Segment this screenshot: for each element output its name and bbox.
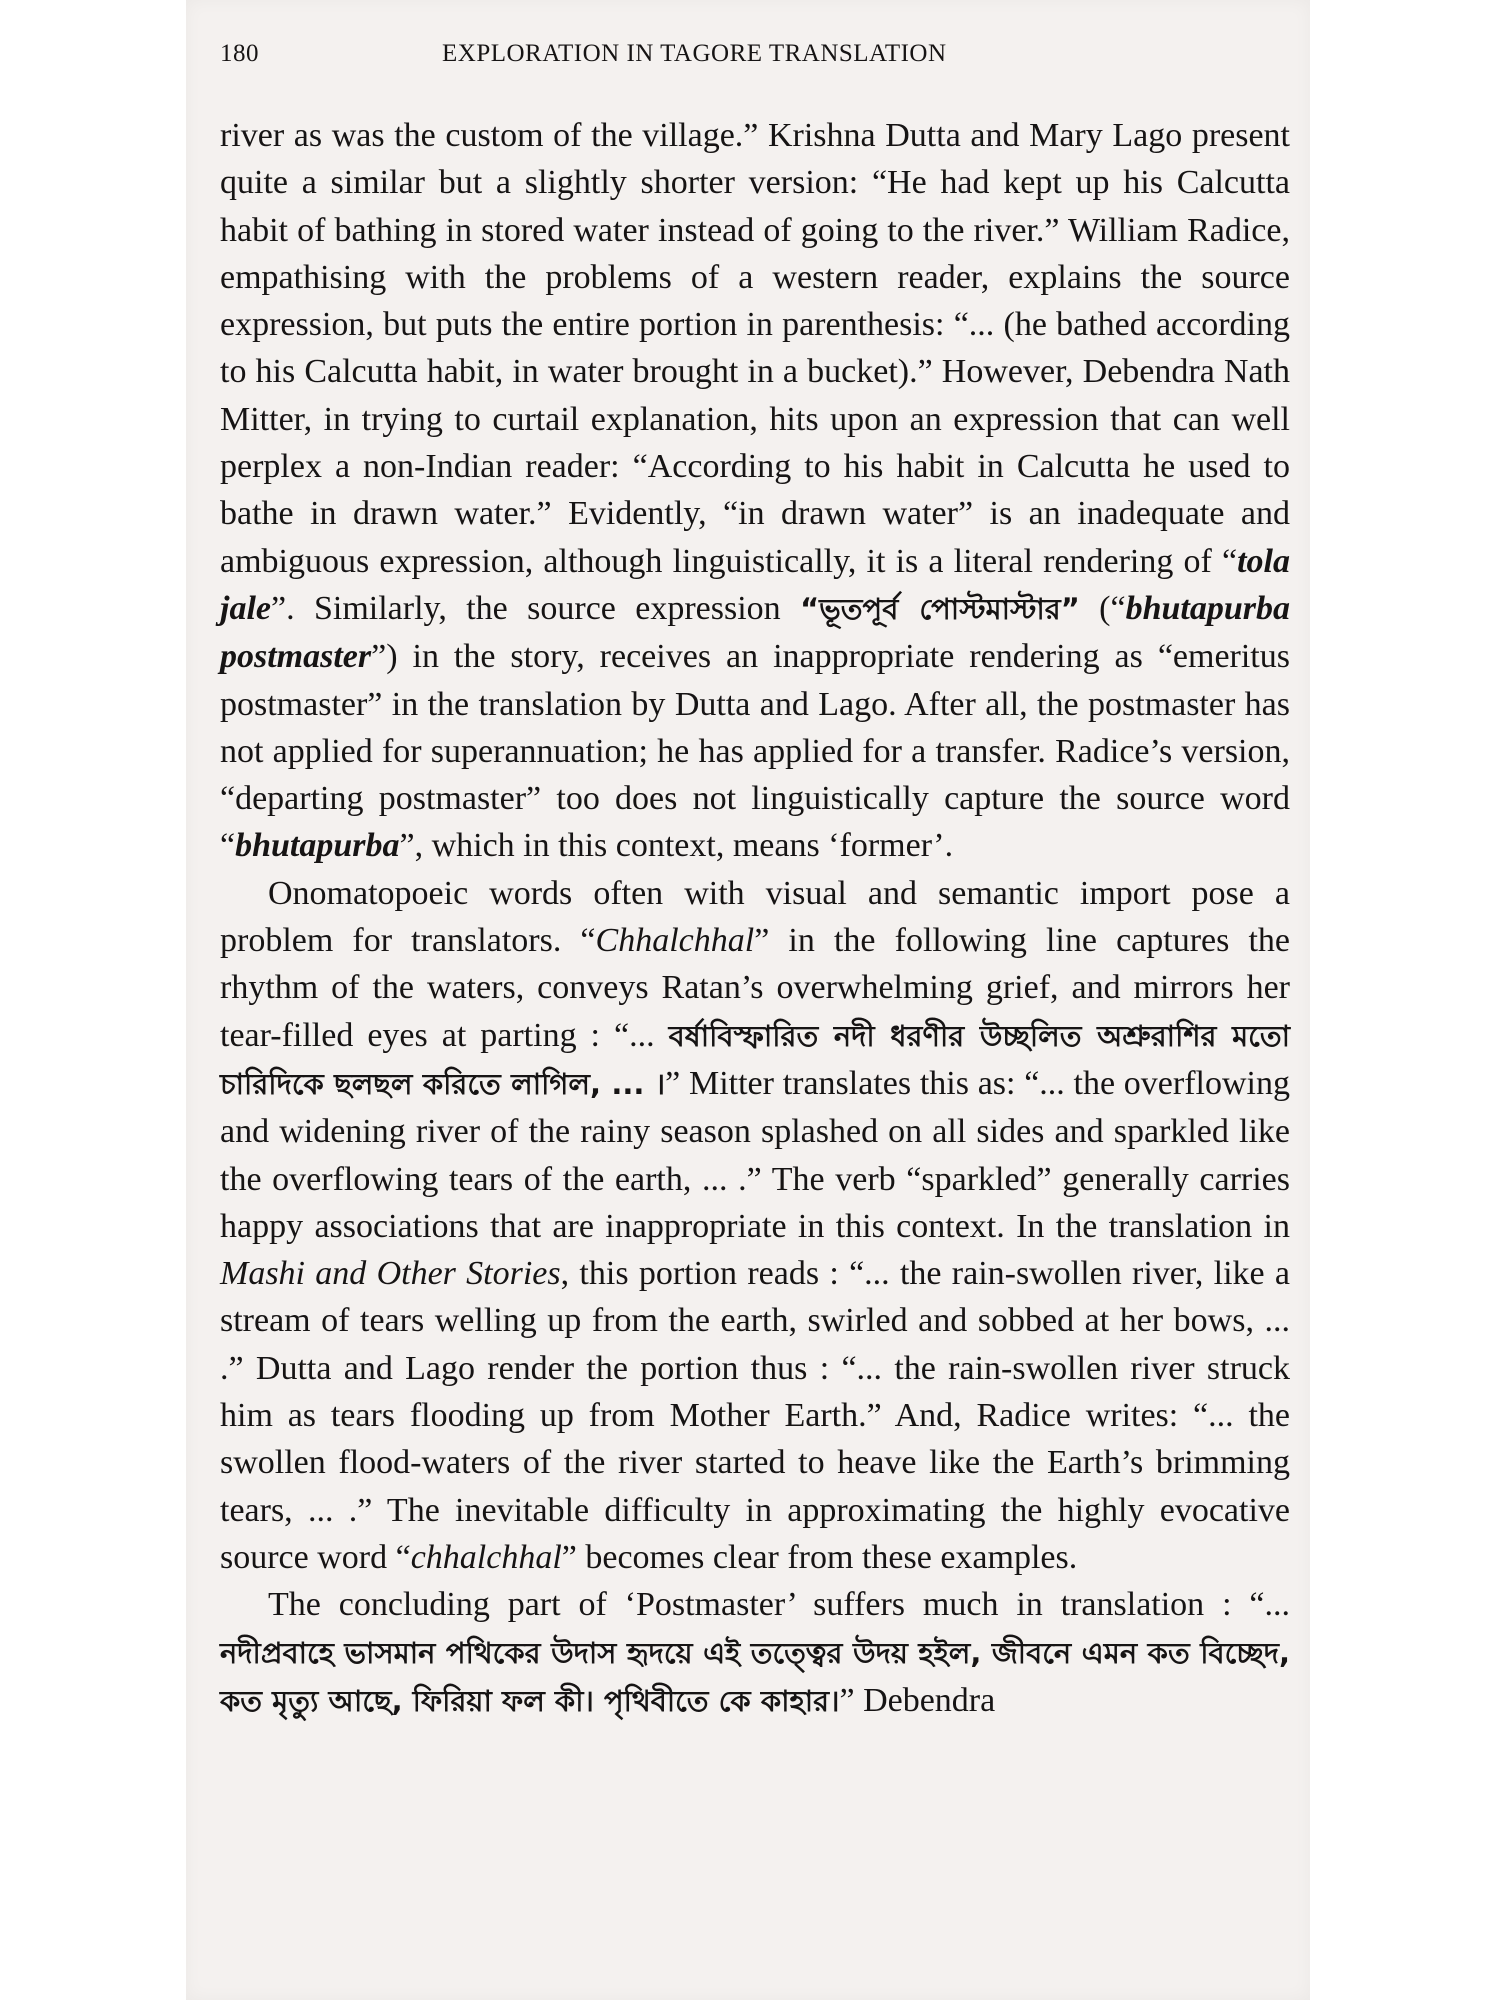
text-run: river as was the custom of the village.” Krishna Dutta and Mary Lago present quite a similar but a slightly shorter version: “He had kept up his Calcutta habit of bathing in stored water instead of going to the river.” William Radice, empathising with the problems of a western reader, explains the source expression, but puts the entire portion in parenthesis: “... (he bathed according to his Calcutta habit, in water brought in a bucket).” However, Debendra Nath Mitter, in trying to curtail explanation, hits upon an expression that can well perplex a non-Indian reader: “According to his habit in Calcutta he used to bathe in drawn water.” Evidently, “in drawn water” is an inadequate and ambiguous expression, although linguistically, it is a literal rendering of “: [220, 117, 1290, 580]
body-text: [220, 112, 1290, 1725]
text-run: ” in the following line captures the rhythm of the waters, conveys Ratan’s overwhelming grief, and mirrors her tear-filled eyes at parting : “...: [220, 922, 1290, 1054]
bold-italic-term: tola jale: [220, 542, 1290, 627]
running-head: [220, 40, 1290, 80]
italic-term: Mashi and Other Stories: [220, 1255, 561, 1293]
italic-term: Chhalchhal: [595, 922, 755, 960]
paragraph: [220, 1581, 1290, 1725]
running-title: EXPLORATION IN TAGORE TRANSLATION: [442, 40, 947, 67]
text-run: (“: [1079, 589, 1126, 627]
bengali-quote: নদীপ্রবাহে ভাসমান পথিকের উদাস হৃদয়ে এই তত্ত্বের উদয় হইল, জীবনে এমন কত বিচ্ছেদ, কত মৃত্যু আছে, ফিরিয়া ফল কী। পৃথিবীতে কে কাহার।: [220, 1635, 1290, 1718]
bengali-quote: বর্ষাবিস্ফারিত নদী ধরণীর উচ্ছলিত অশ্রুরাশির মতো চারিদিকে ছলছল করিতে লাগিল, ... ।: [220, 1018, 1290, 1101]
page-number: 180: [220, 40, 259, 67]
text-run: The concluding part of ‘Postmaster’ suffers much in translation : “...: [268, 1586, 1290, 1624]
paragraph: [220, 870, 1290, 1581]
text-run: Onomatopoeic words often with visual and semantic import pose a problem for translators. “: [220, 874, 1290, 960]
book-page: [186, 0, 1310, 2000]
text-run: , this portion reads : “... the rain-swollen river, like a stream of tears welling up from the earth, swirled and sobbed at her bows, ... .” Dutta and Lago render the portion thus : “... the rain-swollen river struck him as tears flooding up from Mother Earth.” And, Radice writes: “... the swollen flood-waters of the river started to heave like the Earth’s brimming tears, ... .” The inevitable difficulty in approximating the highly evocative source word “: [220, 1255, 1290, 1576]
paragraph: [220, 112, 1290, 870]
bengali-quote: “ভূতপূর্ব পোস্টমাস্টার”: [800, 591, 1080, 626]
bold-italic-term: bhutapurba postmaster: [220, 589, 1290, 676]
bold-italic-term: bhutapurba: [235, 827, 400, 865]
text-run: ” becomes clear from these examples.: [561, 1538, 1078, 1576]
text-run: ”, which in this context, means ‘former’.: [399, 827, 954, 865]
text-run: ”) in the story, receives an inappropriate rendering as “emeritus postmaster” in the translation by Dutta and Lago. After all, the postmaster has not applied for superannuation; he has applied for a transfer. Radice’s version, “departing postmaster” too does not linguistically capture the source word “: [220, 638, 1290, 865]
italic-term: chhalchhal: [410, 1538, 562, 1576]
text-run: ”. Similarly, the source expression: [270, 589, 801, 627]
text-run: ” Mitter translates this as: “... the overflowing and widening river of the rainy season splashed on all sides and sparkled like the overflowing tears of the earth, ... .” The verb “sparkled” generally carries happy associations that are inappropriate in this context. In the translation in: [220, 1064, 1290, 1245]
text-run: ” Debendra: [839, 1681, 996, 1719]
